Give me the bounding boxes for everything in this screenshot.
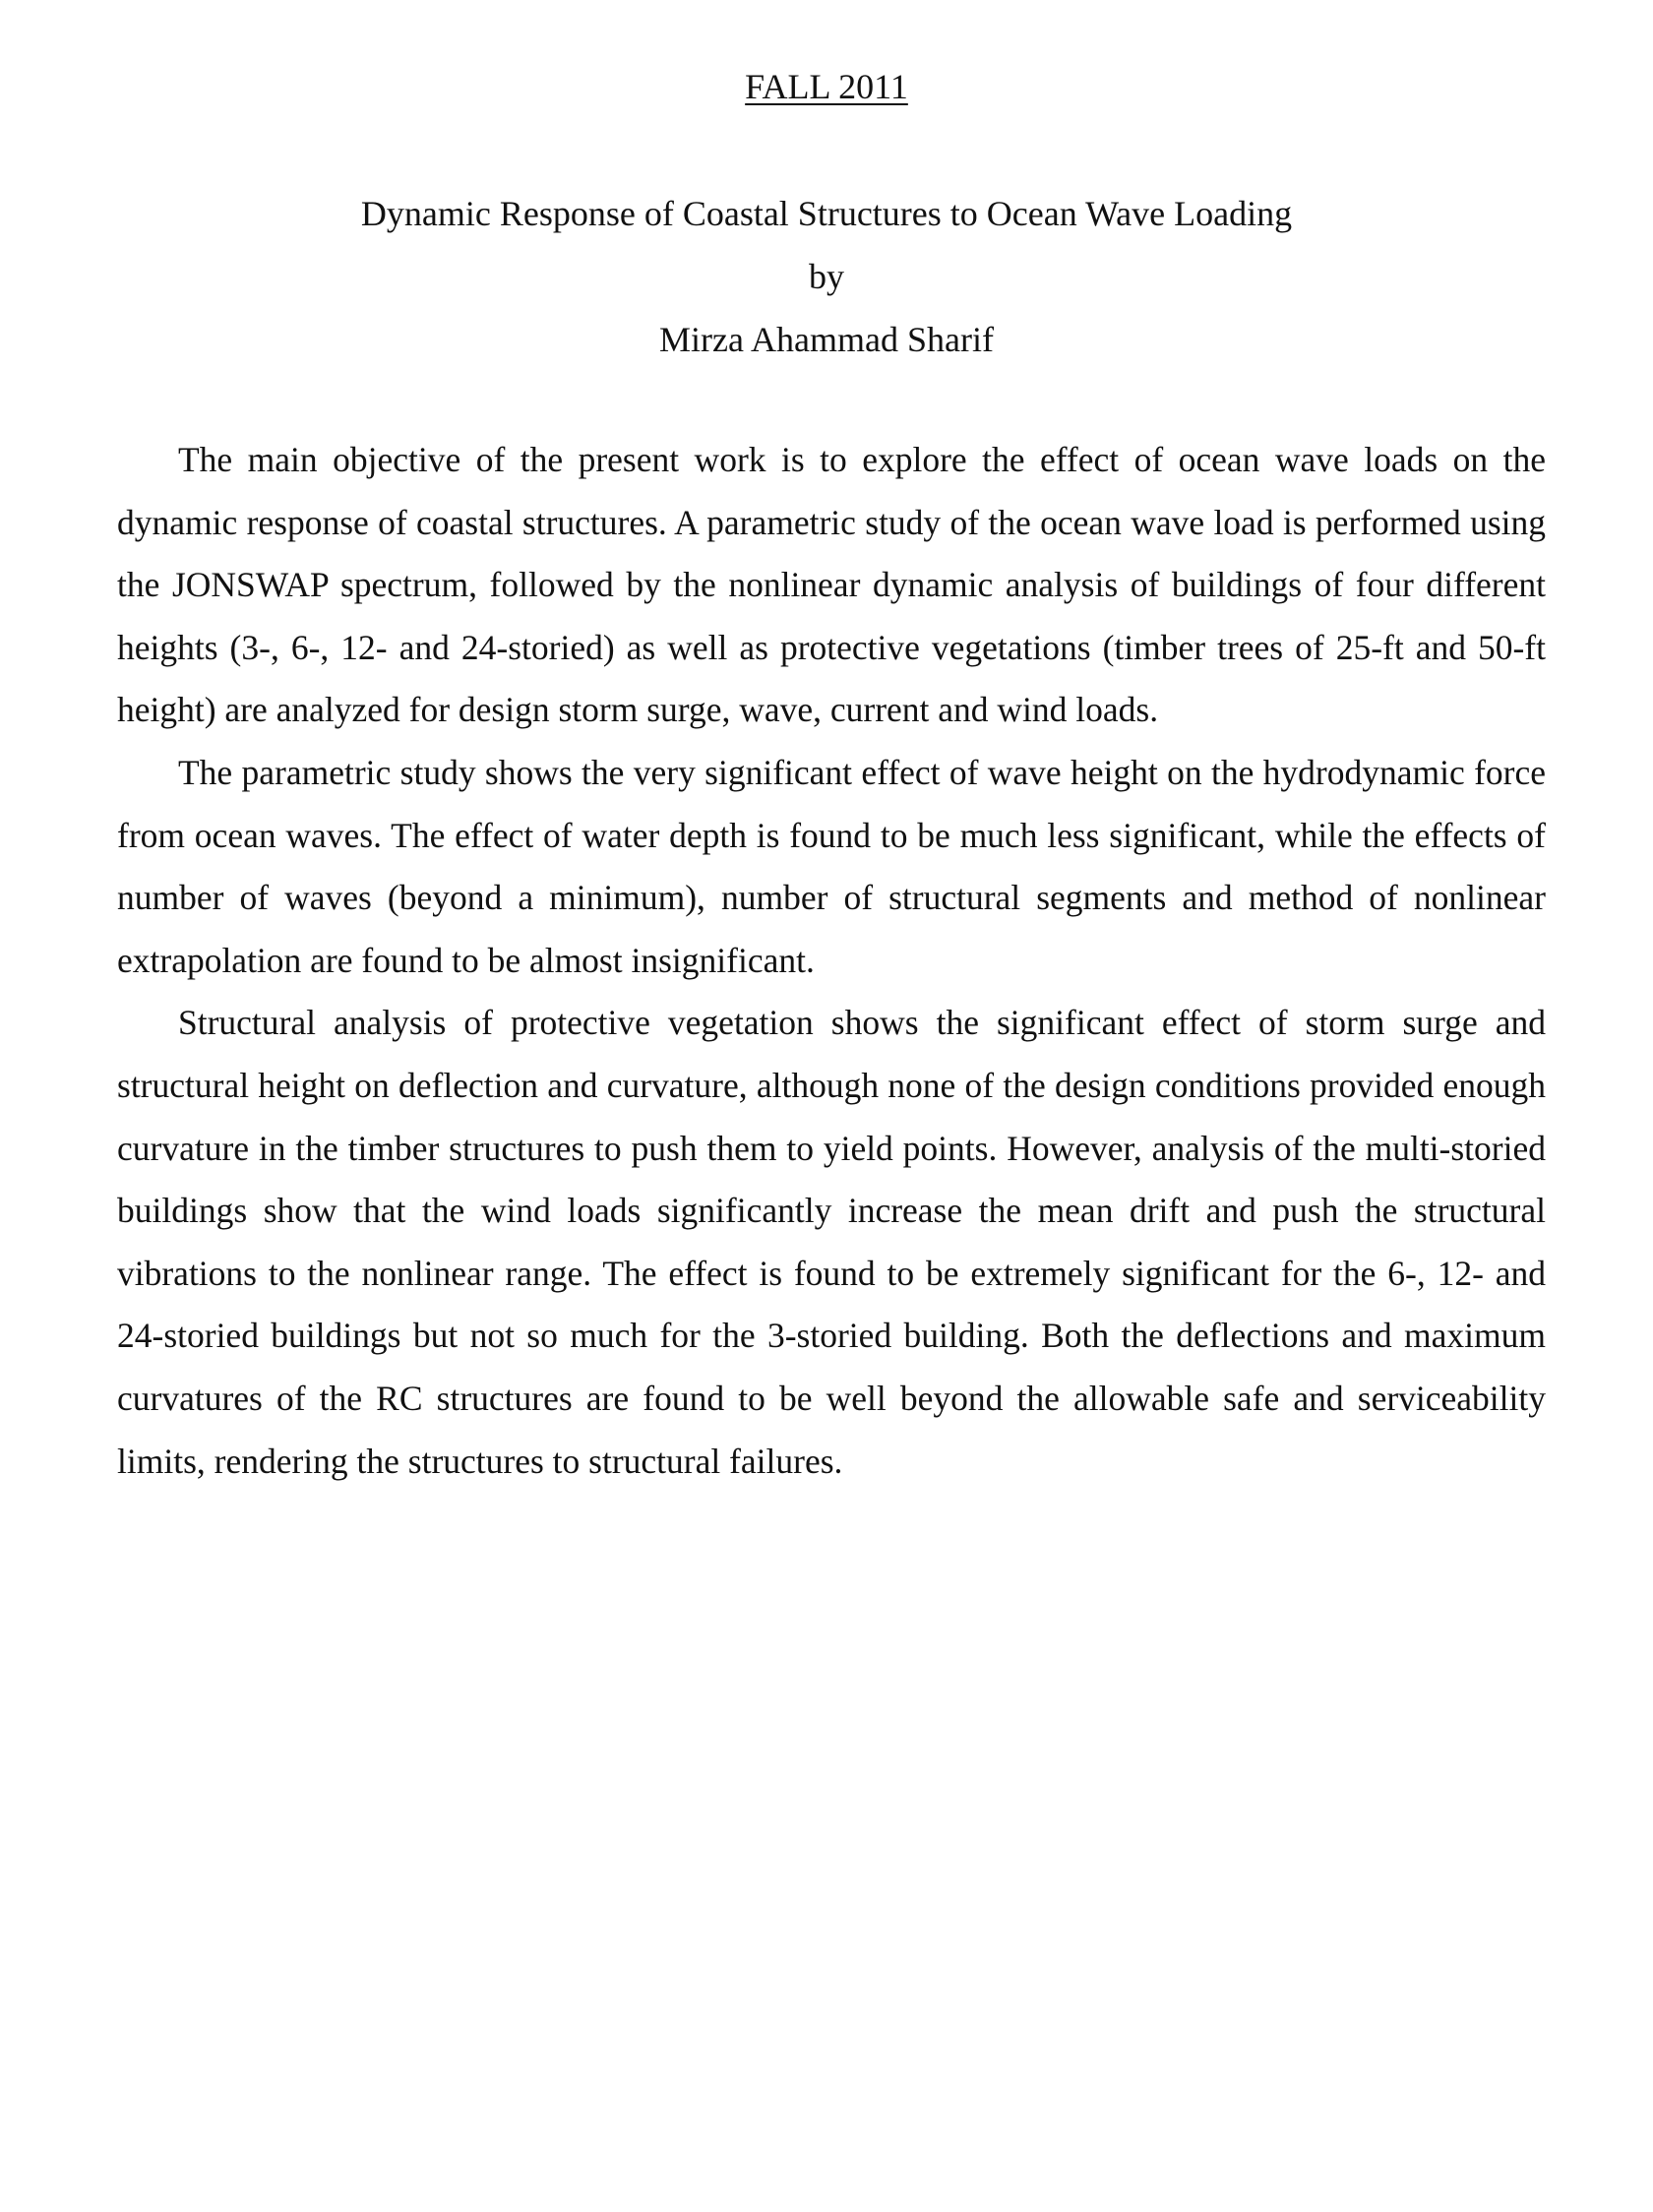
title-block <box>0 182 1653 371</box>
abstract-body <box>117 429 1546 1493</box>
document-title: Dynamic Response of Coastal Structures to Ocean Wave Loading <box>360 194 1293 233</box>
abstract-paragraph-2: The parametric study shows the very significant effect of wave height on the hydrodynamic force from ocean waves. The effect of water depth is found to be much less significant, while the effects of number of waves (beyond a minimum), number of structural segments and method of nonlinear extrapolation are found to be almost insignificant. <box>117 752 1546 980</box>
author-name: Mirza Ahammad Sharif <box>659 320 994 359</box>
abstract-paragraph-1: The main objective of the present work is to explore the effect of ocean wave loads on the dynamic response of coastal structures. A parametric study of the ocean wave load is performed using the JONSWAP spectrum, followed by the nonlinear dynamic analysis of buildings of four different heights (3-, 6-, 12- and 24-storied) as well as protective vegetations (timber trees of 25-ft and 50-ft height) are analyzed for design storm surge, wave, current and wind loads. <box>117 440 1546 730</box>
by-line: by <box>809 257 844 296</box>
term-heading: FALL 2011 <box>745 67 908 106</box>
abstract-paragraph-3: Structural analysis of protective vegetation shows the significant effect of storm surge and structural height on deflection and curvature, although none of the design conditions provided enough curvature in the timber structures to push them to yield points. However, analysis of the multi-storied buildings show that the wind loads significantly increase the mean drift and push the structural vibrations to the nonlinear range. The effect is found to be extremely significant for the 6-, 12- and 24-storied buildings but not so much for the 3-storied building. Both the deflections and maximum curvatures of the RC structures are found to be well beyond the allowable safe and serviceability limits, rendering the structures to structural failures. <box>117 1003 1546 1481</box>
